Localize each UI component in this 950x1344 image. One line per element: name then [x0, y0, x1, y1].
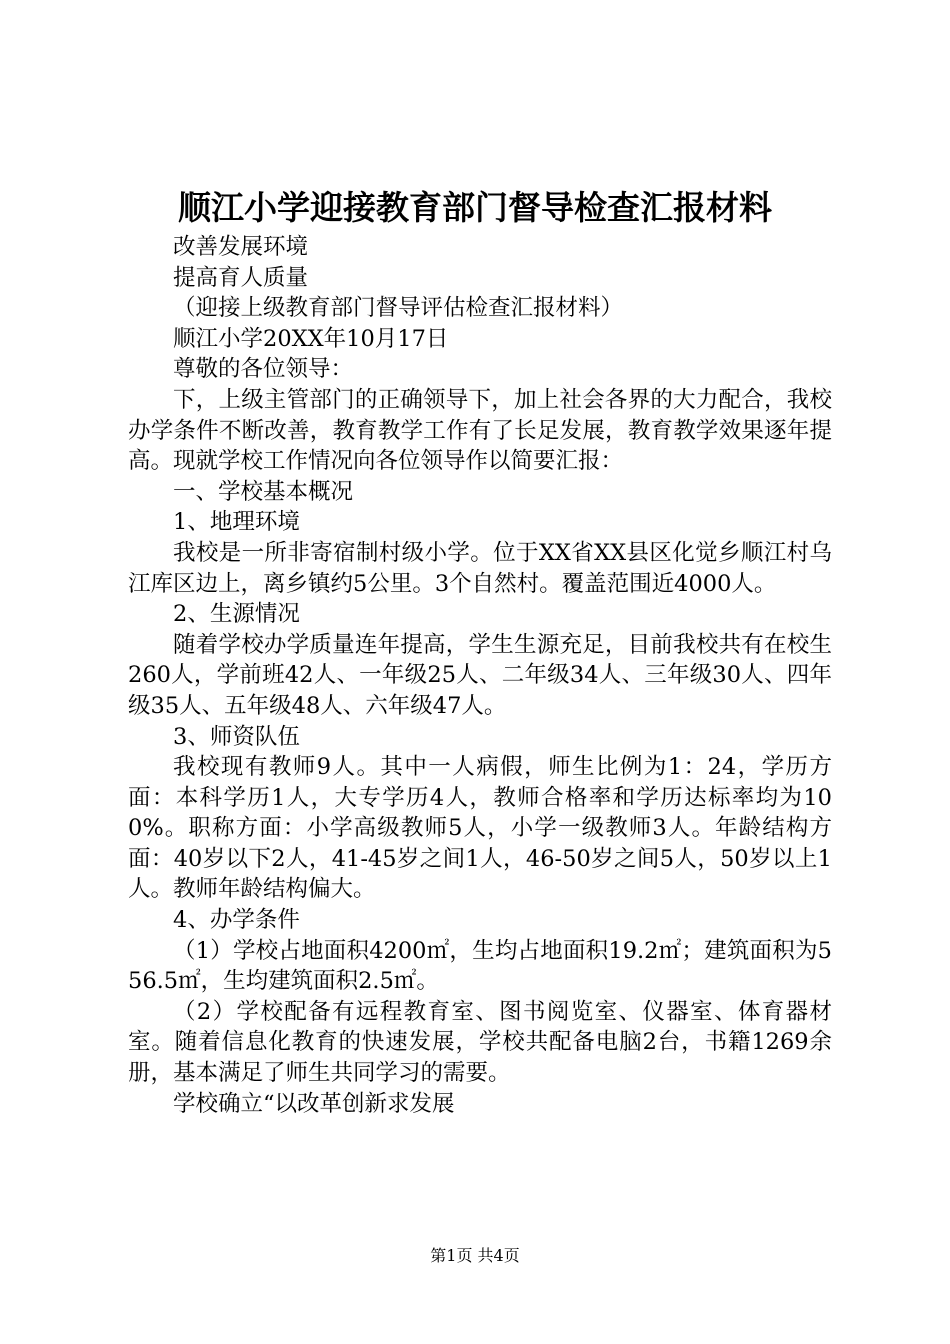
subsection-heading: 3、师资队伍	[173, 723, 300, 750]
body-paragraph: 学校确立“以改革创新求发展	[173, 1090, 455, 1117]
body-paragraph: 我校是一所非寄宿制村级小学。位于XX省XX县区化觉乡顺江村乌江库区边上，离乡镇约5公里。3个自然村。覆盖范围近4000人。	[128, 539, 832, 597]
body-paragraph: （2）学校配备有远程教育室、图书阅览室、仪器室、体育器材室。随着信息化教育的快速发展，学校共配备电脑2台，书籍1269余册，基本满足了师生共同学习的需要。	[128, 998, 832, 1087]
section-heading: 一、学校基本概况	[173, 478, 354, 505]
body-paragraph: 我校现有教师9人。其中一人病假，师生比例为1：24，学历方面：本科学历1人，大专学历4人，教师合格率和学历达标率均为100%。职称方面：小学高级教师5人，小学一级教师3人。年龄结构方面：40岁以下2人，41-45岁之间1人，46-50岁之间5人，50岁以上1人。教师年龄结构偏大。	[128, 754, 832, 903]
salutation: 尊敬的各位领导：	[173, 356, 354, 383]
subtitle-note: （迎接上级教育部门督导评估检查汇报材料）	[173, 295, 624, 322]
date-line: 顺江小学20XX年10月17日	[173, 325, 449, 352]
subtitle-line: 改善发展环境	[173, 234, 309, 260]
subsection-heading: 4、办学条件	[173, 907, 300, 934]
body-paragraph: （1）学校占地面积4200㎡，生均占地面积19.2㎡；建筑面积为556.5㎡，生均建筑面积2.5㎡。	[128, 937, 832, 995]
page-number: 第1页 共4页	[430, 1246, 520, 1265]
body-paragraph: 随着学校办学质量连年提高，学生生源充足，目前我校共有在校生260人，学前班42人、一年级25人、二年级34人、三年级30人、四年级35人、五年级48人、六年级47人。	[128, 631, 832, 719]
subsection-heading: 2、生源情况	[173, 601, 300, 628]
document-body	[128, 232, 832, 1119]
body-paragraph: 下，上级主管部门的正确领导下，加上社会各界的大力配合，我校办学条件不断改善，教育教学工作有了长足发展，教育教学效果逐年提高。现就学校工作情况向各位领导作以简要汇报：	[128, 386, 832, 475]
subtitle-line: 提高育人质量	[173, 264, 309, 291]
document-title: 顺江小学迎接教育部门督导检查汇报材料	[178, 188, 772, 227]
subsection-heading: 1、地理环境	[173, 509, 300, 536]
